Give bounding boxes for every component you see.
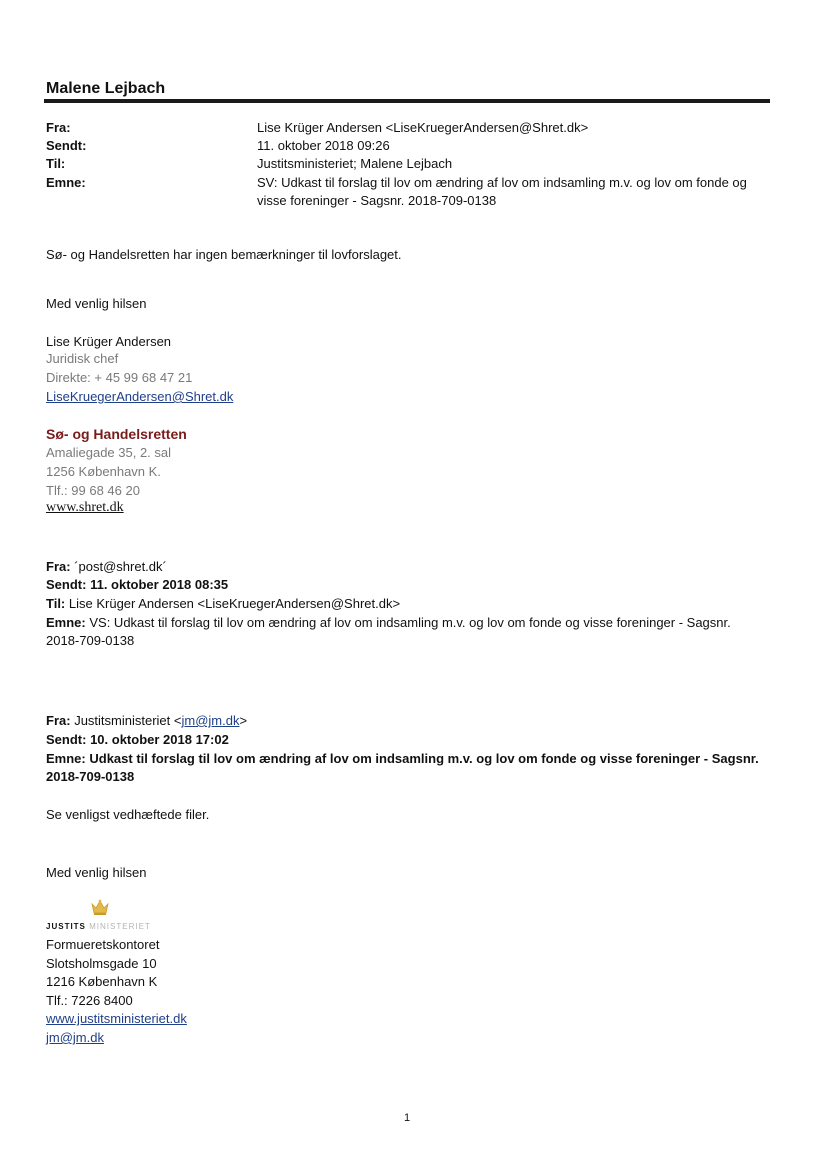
signature-name: Lise Krüger Andersen [46,334,172,349]
fwd2-from-close: > [239,713,248,728]
ministry-address-1: Slotsholmsgade 10 [46,956,157,971]
fwd2-sent-label: Sendt: [46,732,87,747]
to-label: Til: [46,156,66,171]
fwd2-from [46,712,247,730]
fwd1-subject-value: VS: Udkast til forslag til lov om ændring af lov om indsamling m.v. og lov om fonde og visse foreninger - Sagsnr. 2018-709-0138 [46,615,731,648]
page-number: 1 [404,1112,411,1124]
fwd2-from-email-link[interactable]: jm@jm.dk [181,713,240,728]
reply-body: Sø- og Handelsretten har ingen bemærkninger til lovforslaget. [46,247,402,262]
owner-name: Malene Lejbach [46,80,166,97]
to-value: Justitsministeriet; Malene Lejbach [257,156,453,171]
fwd1-from [46,558,167,576]
fwd1-to-value: Lise Krüger Andersen <LiseKruegerAndersen@Shret.dk> [68,596,401,611]
fwd1-to-label: Til: [46,596,66,611]
from-label: Fra: [46,120,71,135]
fwd2-from-label: Fra: [46,713,71,728]
fwd2-sent [46,731,229,749]
from-value: Lise Krüger Andersen <LiseKruegerAndersen@Shret.dk> [257,120,589,135]
fwd2-body: Se venligst vedhæftede filer. [46,807,210,822]
reply-greeting: Med venlig hilsen [46,296,147,311]
ministry-logo-text-light: MINISTERIET [89,922,151,931]
fwd1-sent [46,576,228,594]
fwd1-subject-label: Emne: [46,615,86,630]
fwd1-from-label: Fra: [46,559,71,574]
ministry-address-2: 1216 København K [46,974,158,989]
fwd1-to [46,595,400,613]
sent-value: 11. oktober 2018 09:26 [257,138,390,153]
fwd2-subject [46,750,762,786]
court-website-link[interactable]: www.shret.dk [46,500,124,515]
ministry-logo-text [46,922,151,931]
signature-title: Juridisk chef [46,351,119,366]
fwd1-sent-label: Sendt: [46,577,87,592]
fwd2-from-name: Justitsministeriet < [74,713,182,728]
court-address-2: 1256 København K. [46,464,161,479]
ministry-tel: Tlf.: 7226 8400 [46,993,133,1008]
ministry-logo-text-dark: JUSTITS [46,922,86,931]
fwd2-sent-value: 10. oktober 2018 17:02 [90,732,229,747]
court-tel: Tlf.: 99 68 46 20 [46,483,140,498]
header-rule [44,99,770,103]
fwd1-sent-value: 11. oktober 2018 08:35 [90,577,229,592]
sent-label: Sendt: [46,138,87,153]
signature-email-link[interactable]: LiseKruegerAndersen@Shret.dk [46,389,234,404]
ministry-website-link[interactable]: www.justitsministeriet.dk [46,1011,187,1026]
subject-label: Emne: [46,175,86,190]
signature-phone: Direkte: + 45 99 68 47 21 [46,370,193,385]
fwd2-subject-value: Udkast til forslag til lov om ændring af lov om indsamling m.v. og lov om fonde og visse foreninger - Sagsnr. 2018-709-0138 [46,751,759,784]
crown-logo-icon [90,898,110,916]
subject-value: SV: Udkast til forslag til lov om ændring af lov om indsamling m.v. og lov om fonde og visse foreninger - Sagsnr. 2018-709-0138 [257,175,747,208]
court-address-1: Amaliegade 35, 2. sal [46,445,172,460]
fwd2-subject-label: Emne: [46,751,86,766]
fwd1-subject [46,614,756,650]
fwd1-from-value: ´post@shret.dk´ [74,559,167,574]
ministry-office: Formueretskontoret [46,937,160,952]
ministry-email-link[interactable]: jm@jm.dk [46,1030,104,1045]
fwd2-greeting: Med venlig hilsen [46,865,147,880]
court-name: Sø- og Handelsretten [46,426,187,442]
